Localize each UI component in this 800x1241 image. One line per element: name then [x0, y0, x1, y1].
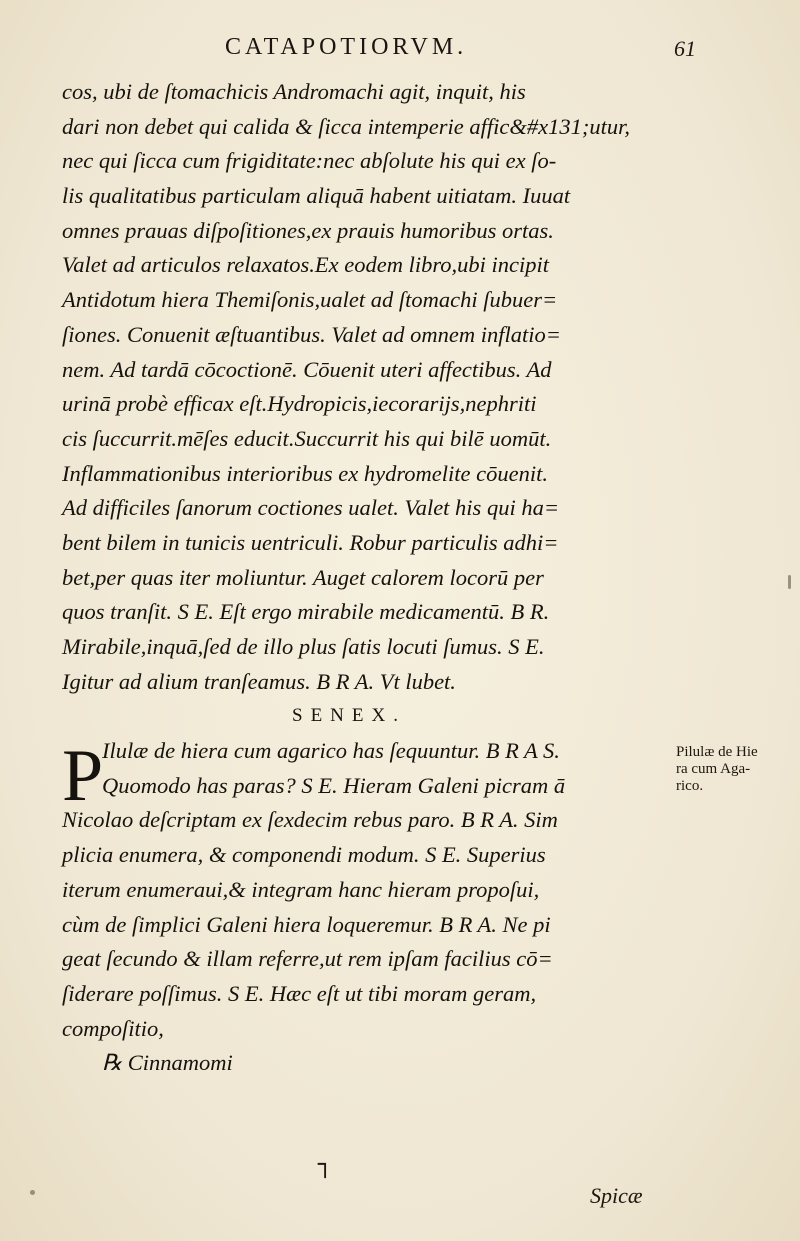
recipe-brace-mark: ┐ — [318, 1150, 333, 1178]
text-line: nem. Ad tardā cōcoctionē. Cōuenit uteri affectibus. Ad — [62, 356, 552, 382]
text-line: bent bilem in tunicis uentriculi. Robur particulis adhi= — [62, 529, 559, 555]
text-line: omnes prauas diſpoſitiones,ex prauis humoribus ortas. — [62, 217, 554, 243]
catchword: Spicæ — [590, 1183, 643, 1208]
running-head: CATAPOTIORVM. — [225, 34, 468, 60]
text-line: nec qui ſicca cum frigiditate:nec abſolute his qui ex ſo- — [62, 148, 557, 174]
recipe-line: ℞ Cinnamomi — [102, 1050, 233, 1076]
text-line: quos tranſit. S E. Eſt ergo mirabile medicamentū. B R. — [62, 599, 550, 625]
text-line: lis qualitatibus particulam aliquā habent uitiatam. Iuuat — [62, 183, 571, 209]
text-line: Igitur ad alium tranſeamus. B R A. Vt lubet. — [62, 668, 456, 694]
text-line: Quomodo has paras? S E. Hieram Galeni picram ā — [102, 772, 566, 798]
text-line: Ilulæ de hiera cum agarico has ſequuntur. B R A S. — [102, 738, 560, 764]
text-line: Nicolao deſcriptam ex ſexdecim rebus paro. B R A. Sim — [62, 807, 558, 833]
text-line: Ad difficiles ſanorum coctiones ualet. Valet his qui ha= — [62, 495, 559, 521]
speaker-heading: SENEX. — [292, 705, 406, 727]
text-line: cis ſuccurrit.mēſes educit.Succurrit his qui bilē uomūt. — [62, 425, 552, 451]
text-line: ſiderare poſſimus. S E. Hæc eſt ut tibi moram geram, — [62, 980, 537, 1006]
page-header — [60, 34, 700, 64]
page-number: 61 — [674, 36, 696, 61]
text-line: bet,per quas iter moliuntur. Auget calorem locorū per — [62, 564, 544, 590]
marginal-line: ra cum Aga- — [676, 761, 751, 777]
text-line: Inflammationibus interioribus ex hydromelite cōuenit. — [62, 460, 548, 486]
text-line: urinā probè efficax eſt.Hydropicis,iecorarijs,nephriti — [62, 391, 537, 417]
paper-speck — [788, 575, 791, 589]
text-line: iterum enumeraui,& integram hanc hieram propoſui, — [62, 876, 540, 902]
text-line: dari non debet qui calida & ſicca intemperie affic&#x131;utur, — [62, 113, 631, 139]
text-line: ſiones. Conuenit æſtuantibus. Valet ad omnem inflatio= — [62, 321, 561, 347]
drop-initial: P — [62, 735, 104, 817]
text-line: Valet ad articulos relaxatos.Ex eodem libro,ubi incipit — [62, 252, 550, 278]
text-line: geat ſecundo & illam referre,ut rem ipſam facilius cō= — [62, 946, 553, 972]
text-line: plicia enumera, & componendi modum. S E. Superius — [62, 842, 546, 868]
marginal-line: rico. — [676, 778, 704, 794]
paper-speck — [30, 1190, 35, 1195]
text-line: cùm de ſimplici Galeni hiera loqueremur. B R A. Ne pi — [62, 911, 551, 937]
marginal-line: Pilulæ de Hie — [676, 744, 758, 760]
text-line: Antidotum hiera Themiſonis,ualet ad ſtomachi ſubuer= — [62, 287, 558, 313]
text-line: cos, ubi de ſtomachicis Andromachi agit, inquit, his — [62, 79, 526, 104]
text-line: compoſitio, — [62, 1015, 164, 1041]
text-line: Mirabile,inquā,ſed de illo plus ſatis locuti ſumus. S E. — [62, 634, 545, 659]
marginal-note — [676, 744, 796, 795]
main-text-block — [62, 75, 662, 1081]
